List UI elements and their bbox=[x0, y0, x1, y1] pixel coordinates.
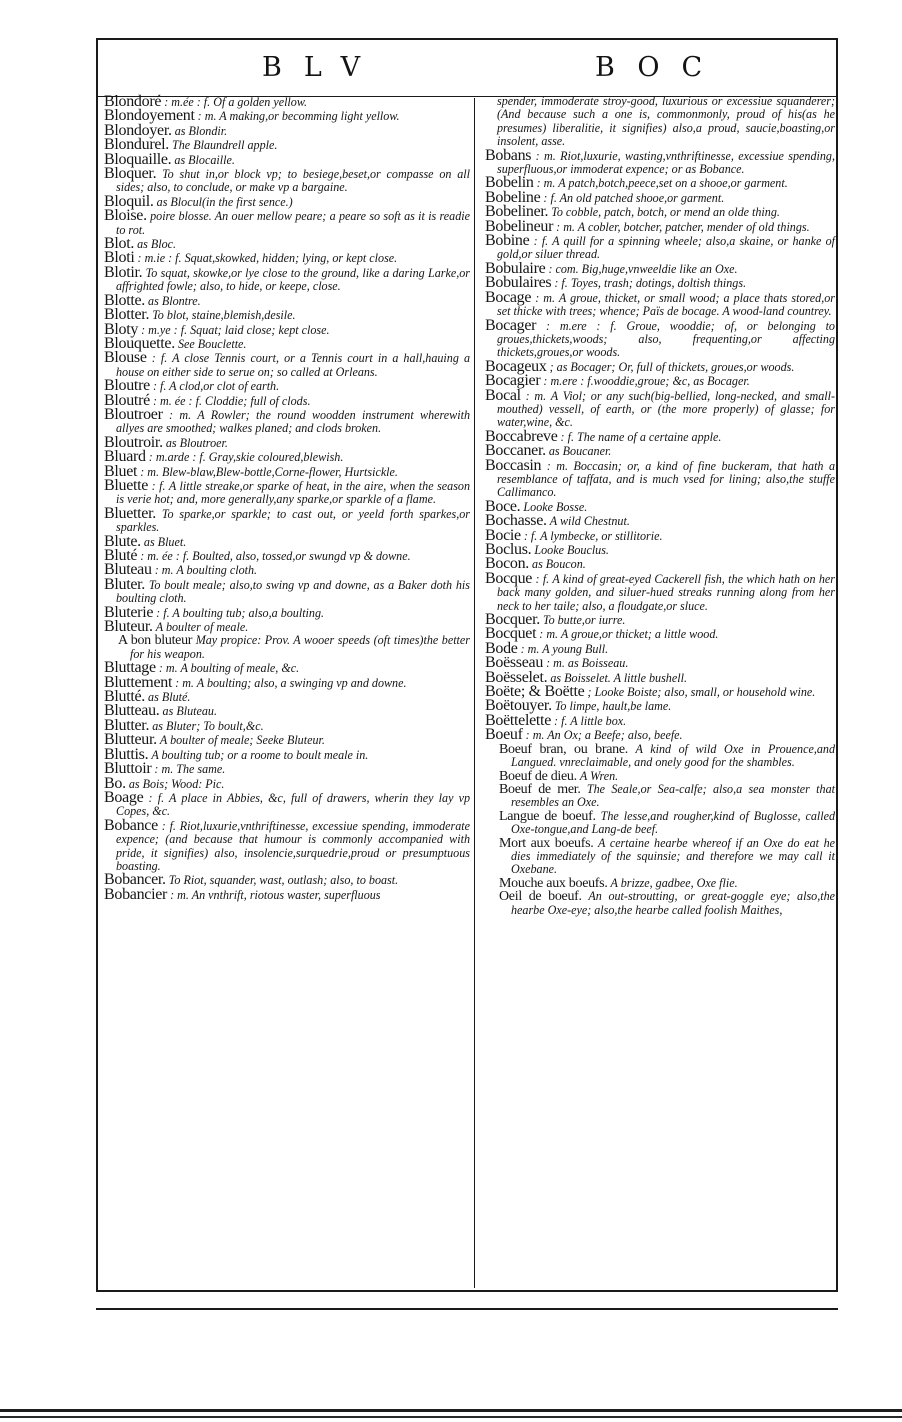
definition: : f. Toyes, trash; dotings, doltish things. bbox=[554, 276, 747, 291]
definition: as Boucon. bbox=[532, 557, 586, 572]
headword: Blutté. bbox=[104, 688, 146, 706]
headword: Bocie bbox=[485, 526, 521, 544]
headword: Bloutre bbox=[104, 377, 150, 395]
dictionary-entry bbox=[104, 774, 470, 792]
definition: : m.ere : f.wooddie,groue; &c, as Bocager. bbox=[543, 374, 750, 389]
headword: Bochasse. bbox=[485, 512, 547, 530]
definition: The Blaundrell apple. bbox=[172, 138, 278, 153]
dictionary-entry bbox=[485, 569, 835, 613]
definition: as Boucaner. bbox=[548, 444, 612, 459]
dictionary-entry bbox=[104, 563, 470, 577]
dictionary-entry bbox=[104, 192, 470, 210]
headword: Boëtouyer. bbox=[485, 697, 552, 715]
definition: : f. A quill for a spinning wheele; also,a skaine, or hanke of gold,or siluer thread. bbox=[497, 234, 835, 262]
definition: : f. A place in Abbies, &c, full of drawers, wherin they lay vp Copes, &c. bbox=[116, 790, 470, 819]
dictionary-entry bbox=[485, 374, 835, 388]
dictionary-entry bbox=[485, 728, 835, 742]
definition: : f. The name of a certaine apple. bbox=[560, 429, 722, 444]
definition: : m. A groue, thicket, or small wood; a place thats stored,or set thicke with trees; whence; Païs de bocage. A wood-land countrey. bbox=[497, 290, 835, 319]
definition: : m.ere : f. Groue, wooddie; of, or belonging to groues,thickets,woods; also, frequenting,or affecting thickets,groues,or woods. bbox=[497, 318, 835, 360]
definition: : m. ée : f. Cloddie; full of clods. bbox=[152, 393, 311, 408]
headword: Langue de boeuf. bbox=[499, 808, 596, 824]
definition: A boulter of meale; Seeke Bluteur. bbox=[159, 733, 325, 748]
dictionary-entry bbox=[485, 890, 835, 917]
headword: Bluter. bbox=[104, 575, 146, 593]
definition: An out-stroutting, or great-goggle eye; also,the hearbe Oxe-eye; also,the hearbe called foolish Maithes, bbox=[511, 889, 835, 917]
definition: poire blosse. An ouer mellow peare; a peare so soft as it is readie to rot. bbox=[116, 209, 470, 237]
headword: Bluttage bbox=[104, 659, 156, 677]
headword: Boccaner. bbox=[485, 442, 546, 460]
definition: To butte,or iurre. bbox=[542, 613, 626, 628]
headword: Blondoyement bbox=[104, 107, 195, 125]
headword: Bluteau bbox=[104, 561, 152, 579]
definition: A Wren. bbox=[579, 768, 619, 783]
definition: To cobble, patch, botch, or mend an olde thing. bbox=[551, 205, 780, 220]
headword: Bocque bbox=[485, 569, 533, 587]
headword: Boclus. bbox=[485, 541, 532, 558]
dictionary-entry bbox=[104, 379, 470, 393]
dictionary-entry bbox=[485, 526, 835, 544]
dictionary-entry bbox=[104, 251, 470, 265]
dictionary-entry bbox=[485, 743, 835, 770]
definition: To shut in,or block vp; to besiege,beset,or compasse on all sides; also, to conclude, or make vp a bargaine. bbox=[116, 167, 470, 195]
headword: Bluttis. bbox=[104, 745, 149, 763]
dictionary-entry bbox=[104, 450, 470, 464]
definition: : m. An vnthrift, riotous waster, superfluous bbox=[170, 887, 381, 902]
dictionary-entry bbox=[104, 762, 470, 776]
dictionary-entry bbox=[485, 837, 835, 877]
definition: : m. ée : f. Boulted, also, tossed,or swungd vp & downe. bbox=[140, 549, 411, 563]
definition: To squat, skowke,or lye close to the ground, like a daring Larke,or affrighted fowle; also, to hide, or keepe, close. bbox=[116, 265, 470, 294]
dictionary-entry bbox=[104, 620, 470, 634]
headword: Bloquil. bbox=[104, 192, 154, 210]
dictionary-entry bbox=[485, 543, 835, 557]
dictionary-entry bbox=[485, 217, 835, 235]
definition: Looke Bosse. bbox=[523, 499, 588, 514]
dictionary-entry bbox=[104, 263, 470, 294]
headword: Bluté bbox=[104, 547, 138, 564]
dictionary-entry bbox=[485, 288, 835, 319]
definition: : f. A boulting tub; also,a boulting. bbox=[156, 605, 325, 620]
headword: Bluteur. bbox=[104, 618, 153, 636]
definition: : m. A cobler, botcher, patcher, mender of old things. bbox=[556, 219, 810, 234]
headword: Bode bbox=[485, 639, 518, 657]
headword: Blute. bbox=[104, 532, 141, 550]
dictionary-entry bbox=[104, 549, 470, 563]
dictionary-entry bbox=[104, 816, 470, 874]
dictionary-entry bbox=[104, 532, 470, 550]
dictionary-entry bbox=[104, 745, 470, 763]
headword: Blouquette. bbox=[104, 334, 175, 352]
definition: : m. A young Bull. bbox=[520, 641, 609, 656]
headword: Oeil de boeuf. bbox=[499, 889, 582, 905]
definition: : m. An Ox; a Beefe; also, beefe. bbox=[525, 728, 683, 743]
headword: Bocal bbox=[485, 386, 521, 404]
headword: Mouche aux boeufs. bbox=[499, 875, 608, 891]
definition: : m. A groue,or thicket; a little wood. bbox=[539, 627, 719, 642]
definition: : m. as Boisseau. bbox=[546, 656, 629, 671]
headword: Bobancier bbox=[104, 885, 168, 903]
headword: Bobeline bbox=[485, 188, 541, 206]
headword: Blutteur. bbox=[104, 731, 157, 749]
headword: Blotte. bbox=[104, 291, 146, 309]
dictionary-entry bbox=[104, 433, 470, 451]
definition: To boult meale; also,to swing vp and downe, as a Baker doth his boulting cloth. bbox=[116, 577, 470, 606]
definition: To blot, staine,blemish,desile. bbox=[152, 308, 296, 323]
headword: Bluttement bbox=[104, 673, 173, 691]
scan-edge-line bbox=[0, 1409, 902, 1412]
scan-edge-line-2 bbox=[0, 1416, 902, 1418]
headword: Blouse bbox=[104, 349, 147, 367]
dictionary-entry bbox=[104, 885, 470, 903]
definition: : m.arde : f. Gray,skie coloured,blewish. bbox=[148, 450, 344, 465]
headword: Bluard bbox=[104, 448, 146, 466]
headword: Bocon. bbox=[485, 555, 529, 573]
dictionary-entry bbox=[485, 770, 835, 783]
definition: : m.ye : f. Squat; laid close; kept close. bbox=[141, 322, 330, 337]
dictionary-entry bbox=[485, 514, 835, 528]
dictionary-entry bbox=[104, 504, 470, 535]
definition: ; as Bocager; Or, full of thickets, groues,or woods. bbox=[549, 359, 795, 374]
headword: Bocquer. bbox=[485, 611, 540, 629]
definition: To Riot, squander, wast, outlash; also, to boast. bbox=[168, 873, 399, 888]
definition: : m.ie : f. Squat,skowked, hidden; lying, or kept close. bbox=[137, 251, 398, 266]
dictionary-entry bbox=[485, 783, 835, 810]
headword: Boccabreve bbox=[485, 427, 558, 445]
definition: : m. A boulting cloth. bbox=[154, 563, 258, 578]
headword: Bluttoir bbox=[104, 760, 152, 778]
headword: Bloutré bbox=[104, 391, 150, 409]
dictionary-entry bbox=[104, 334, 470, 352]
dictionary-entry bbox=[485, 711, 835, 729]
definition: A certaine hearbe whereof if an Oxe do eat he dies immediately of the squinsie; and therefore we may call it Oxebane. bbox=[511, 835, 835, 877]
dictionary-entry bbox=[104, 237, 470, 251]
definition: : f. A kind of great-eyed Cackerell fish, the which hath on her back many golden, and siluer-hued streaks running along from her neck to her taile; also, a floudgate,or sluce. bbox=[497, 571, 835, 613]
definition: See Bouclette. bbox=[177, 336, 247, 351]
dictionary-entry bbox=[485, 146, 835, 177]
dictionary-entry bbox=[485, 386, 836, 430]
headword: Bloutroir. bbox=[104, 433, 163, 451]
definition: as Bluet. bbox=[143, 534, 187, 549]
definition: : m. A boulting of meale, &c. bbox=[158, 661, 300, 676]
bottom-rule bbox=[96, 1308, 838, 1310]
definition: Looke Bouclus. bbox=[534, 543, 609, 557]
running-head-left: BLV bbox=[262, 52, 383, 83]
headword: Bobulaires bbox=[485, 274, 552, 292]
definition: : f. A little box. bbox=[554, 713, 627, 728]
headword: Boësseau bbox=[485, 654, 544, 672]
definition: spender, immoderate stroy-good, luxurious or excessiue squanderer; (And because such a one is, commonmonly, proud of his(as he presumes) liberalitie, it signifies) also,a proud, saucie,boasting,or insolent, asse. bbox=[497, 94, 835, 149]
headword: Bocage bbox=[485, 288, 532, 306]
dictionary-entry bbox=[104, 308, 470, 322]
definition: : m. Blew-blaw,Blew-bottle,Corne-flower, Hurtsickle. bbox=[140, 464, 398, 479]
definition: A boulting tub; or a roome to boult meale in. bbox=[151, 747, 369, 762]
headword: Boeuf de mer. bbox=[499, 781, 581, 797]
definition: as Bloc. bbox=[137, 237, 177, 252]
dictionary-entry bbox=[104, 405, 471, 436]
definition: : f. A close Tennis court, or a Tennis court in a hall,hauing a house on either side to serue on; so called at Orleans. bbox=[116, 351, 470, 379]
definition: May propice: Prov. A wooer speeds (oft times)the better for his weapon. bbox=[130, 633, 470, 661]
running-head-right: BOC bbox=[595, 52, 725, 83]
definition: : f. A little streake,or sparke of heat, in the aire, when the season is verie hot; and, more generally,any sparke,or sparkle of a flame. bbox=[116, 478, 470, 507]
dictionary-entry bbox=[485, 95, 835, 149]
headword: Bloquer. bbox=[104, 165, 157, 183]
headword: Bloquaille. bbox=[104, 150, 172, 168]
headword: Bobance bbox=[104, 816, 158, 834]
definition: The lesse,and rougher,kind of Buglosse, called Oxe-tongue,and Lang-de beef. bbox=[511, 808, 835, 837]
dictionary-entry bbox=[104, 209, 470, 237]
headword: Bocageux bbox=[485, 357, 547, 375]
dictionary-entry bbox=[485, 877, 835, 890]
headword: Boccasin bbox=[485, 456, 542, 474]
headword: Bobans bbox=[485, 146, 532, 164]
definition: A kind of wild Oxe in Prouence,and Langued. vnreclaimable, and onely good for the shambles. bbox=[511, 741, 835, 770]
definition: : com. Big,huge,vnweeldie like an Oxe. bbox=[548, 261, 738, 276]
definition: as Blocaille. bbox=[174, 152, 235, 167]
definition: as Bluter; To boult,&c. bbox=[152, 718, 264, 733]
definition: as Blocul(in the first sence.) bbox=[156, 194, 293, 209]
dictionary-entry bbox=[104, 673, 470, 691]
dictionary-entry bbox=[485, 810, 835, 837]
dictionary-entry bbox=[485, 613, 835, 627]
headword: Bobelineur bbox=[485, 217, 554, 235]
definition: : m. A boulting; also, a swinging vp and downe. bbox=[175, 675, 407, 690]
definition: as Bois; Wood: Pic. bbox=[128, 776, 225, 791]
definition: : m. A making,or becomming light yellow. bbox=[197, 109, 400, 124]
dictionary-entry bbox=[485, 627, 835, 641]
definition: To limpe, hault,be lame. bbox=[554, 699, 672, 714]
headword: Blutteau. bbox=[104, 702, 160, 720]
right-column bbox=[485, 95, 835, 917]
definition: : m. Riot,luxurie, wasting,vnthriftinesse, excessiue spending, superfluous,or immoderat expence; or as Bobance. bbox=[497, 148, 835, 177]
headword: Bobulaire bbox=[485, 259, 546, 277]
definition: To sparke,or sparkle; to cast out, or yeeld forth sparkes,or sparkles. bbox=[116, 506, 470, 535]
headword: Boeuf bran, ou brane. bbox=[499, 741, 628, 757]
dictionary-entry bbox=[104, 462, 470, 480]
definition: : m. Boccasin; or, a kind of fine buckeram, that hath a resemblance of taffata, and is much vsed for lining; also,the stuffe Callimanco. bbox=[497, 458, 835, 500]
definition: : f. An old patched shooe,or garment. bbox=[543, 190, 725, 205]
headword: Bobeliner. bbox=[485, 203, 549, 221]
definition: ; Looke Boiste; also, small, or household wine. bbox=[587, 685, 816, 700]
definition: A brizze, gadbee, Oxe flie. bbox=[610, 875, 738, 890]
definition: A boulter of meale. bbox=[155, 620, 249, 635]
headword: Blotter. bbox=[104, 306, 150, 324]
headword: Blondoré bbox=[104, 93, 162, 110]
headword: Bo. bbox=[104, 774, 126, 792]
headword: Bobelin bbox=[485, 174, 534, 192]
headword: Bluette bbox=[104, 476, 149, 494]
dictionary-entry bbox=[104, 603, 470, 621]
headword: Bobancer. bbox=[104, 871, 166, 889]
headword: Boeuf bbox=[485, 726, 523, 744]
headword: Blondurel. bbox=[104, 136, 169, 154]
dictionary-entry bbox=[104, 351, 470, 379]
definition: The Seale,or Sea-calfe; also,a sea monster that resembles an Oxe. bbox=[511, 781, 835, 810]
dictionary-entry bbox=[485, 234, 835, 262]
dictionary-entry bbox=[485, 276, 835, 290]
headword: Bocager bbox=[485, 316, 537, 334]
dictionary-entry bbox=[104, 733, 470, 747]
definition: as Blontre. bbox=[148, 293, 201, 308]
dictionary-entry bbox=[104, 150, 470, 168]
dictionary-entry bbox=[485, 557, 835, 571]
definition: : f. A clod,or clot of earth. bbox=[152, 379, 280, 394]
headword: Blot. bbox=[104, 235, 135, 253]
dictionary-entry bbox=[485, 316, 835, 360]
headword: Bocquet bbox=[485, 625, 537, 643]
dictionary-entry bbox=[104, 788, 470, 819]
headword: Bloty bbox=[104, 320, 139, 338]
headword: Bocagier bbox=[485, 372, 541, 390]
left-column bbox=[104, 95, 470, 902]
definition: as Bluté. bbox=[148, 690, 191, 705]
definition: as Bloutroer. bbox=[165, 435, 228, 450]
headword: Bloise. bbox=[104, 207, 147, 225]
headword: Blondoyer. bbox=[104, 121, 172, 139]
dictionary-entry bbox=[104, 634, 470, 661]
headword: Bluetter. bbox=[104, 504, 156, 522]
dictionary-entry bbox=[104, 291, 470, 309]
dictionary-entry bbox=[104, 167, 470, 195]
dictionary-entry bbox=[104, 704, 470, 718]
definition: as Blondir. bbox=[174, 123, 228, 138]
headword: Bobine bbox=[485, 232, 530, 250]
dictionary-entry bbox=[485, 456, 835, 500]
dictionary-entry bbox=[104, 575, 470, 606]
definition: as Bluteau. bbox=[162, 704, 217, 719]
headword: Bluet bbox=[104, 462, 138, 480]
column-divider bbox=[474, 98, 475, 1288]
definition: : f. A lymbecke, or stillitorie. bbox=[523, 528, 663, 543]
headword: Boeuf de dieu. bbox=[499, 768, 577, 784]
definition: : m. A Viol; or any such(big-bellied, long-necked, and small-mouthed) vessell, of earth, or (the more properly) of glasse; for water,wine, &c. bbox=[497, 388, 836, 430]
definition: : f. Riot,luxurie,vnthriftinesse, excessiue spending, immoderate expence; (and because that humour is commonly accompanied with pride, it signifies) also, insolencie,surquedrie,proud or presumptuous boasting. bbox=[116, 818, 470, 873]
dictionary-entry bbox=[104, 716, 470, 734]
headword: A bon bluteur bbox=[118, 633, 193, 649]
definition: : m. The same. bbox=[154, 762, 226, 777]
headword: Boëte; & Boëtte bbox=[485, 683, 585, 701]
headword: Boësselet. bbox=[485, 668, 548, 686]
definition: : m.ée : f. Of a golden yellow. bbox=[164, 95, 308, 109]
headword: Boage bbox=[104, 788, 144, 806]
headword: Boce. bbox=[485, 497, 521, 515]
headword: Blutter. bbox=[104, 716, 150, 734]
definition: : m. A Rowler; the round woodden instrument wherewith allyes are smoothed; walkes planed; and clods broken. bbox=[116, 407, 471, 436]
definition: : m. A patch,botch,peece,set on a shooe,or garment. bbox=[536, 176, 788, 191]
headword: Mort aux boeufs. bbox=[499, 835, 594, 851]
headword: Bloti bbox=[104, 249, 135, 267]
headword: Bluterie bbox=[104, 603, 154, 621]
headword: Boëttelette bbox=[485, 711, 552, 729]
definition: A wild Chestnut. bbox=[549, 514, 630, 529]
dictionary-entry bbox=[104, 476, 470, 507]
definition: as Boisselet. A little bushell. bbox=[550, 670, 687, 685]
headword: Blotir. bbox=[104, 263, 143, 281]
headword: Bloutroer bbox=[104, 405, 163, 423]
